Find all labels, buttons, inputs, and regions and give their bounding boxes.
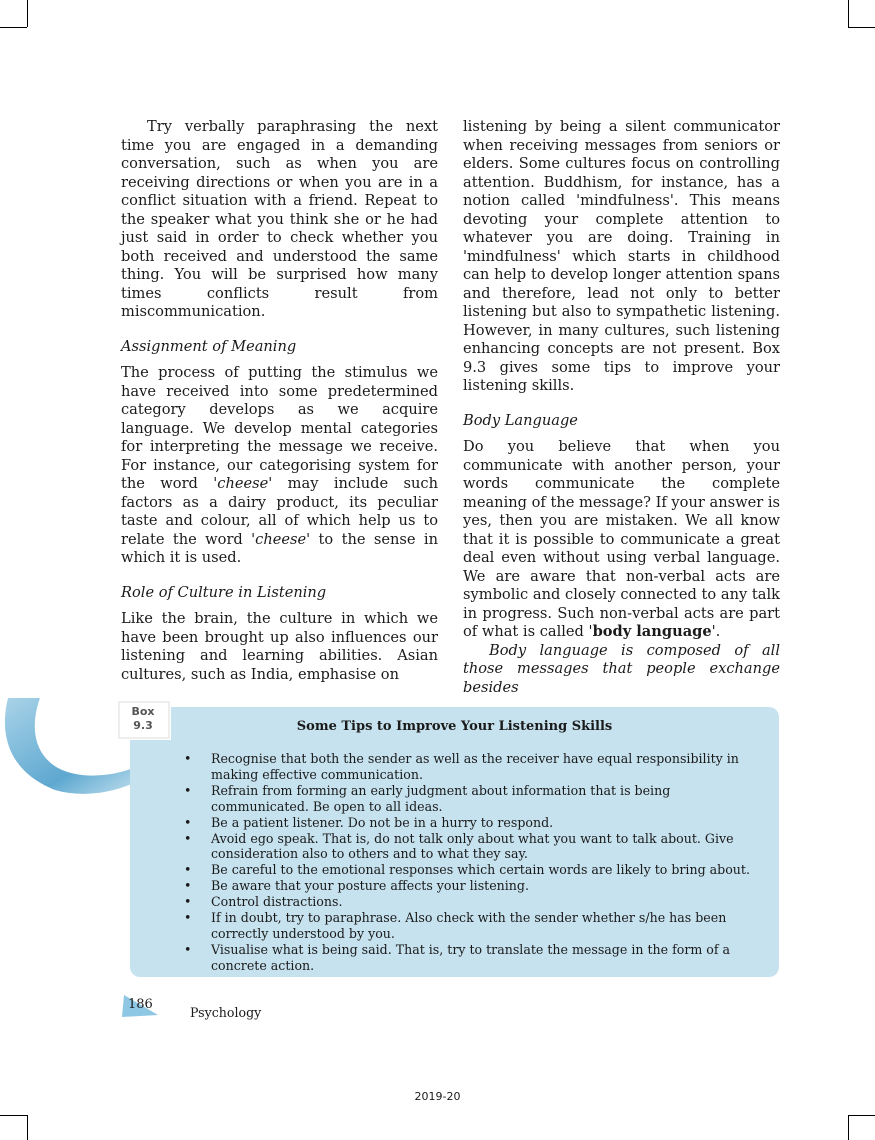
term-cheese-1: 'cheese': [213, 475, 273, 492]
box-label: [115, 700, 171, 740]
bullet: •: [184, 751, 192, 766]
crop-mark-top-left-v: [27, 0, 28, 27]
paragraph-assignment: [121, 364, 438, 568]
heading-assignment-of-meaning: Assignment of Meaning: [121, 337, 297, 355]
paragraph-body-language-definition: [463, 642, 780, 698]
box-label-number: 9.3: [133, 719, 153, 732]
term-cheese-2: 'cheese': [251, 530, 311, 548]
bullet: •: [184, 830, 192, 846]
list-item: [182, 831, 762, 863]
tips-box-title: Some Tips to Improve Your Listening Skills: [296, 719, 613, 734]
tips-box: [130, 707, 779, 977]
paragraph-paraphrasing: Try verbally paraphrasing the next time you are engaged in a demanding conversation, such as when you are receiving directions or when you are in a conflict situation with a friend. Repeat to the speaker what you think she or he had just said in order to check whether you both received and understood the same thing. You will be surprised how many times conflicts result from miscommunication.: [121, 118, 438, 320]
box-label-word: Box: [131, 705, 155, 718]
page-number: 186: [128, 997, 153, 1012]
tip-text: Avoid ego speak. That is, do not talk only about what you want to talk about. Give consideration also to others and to what they say.: [211, 830, 734, 862]
list-item: [182, 910, 762, 942]
list-item: [182, 862, 762, 878]
bullet: •: [184, 894, 192, 910]
list-item: [182, 815, 762, 831]
paragraph-culture: Like the brain, the culture in which we have been brought up also influences our listening and learning abilities. Asian cultures, such as India, emphasise on: [121, 610, 438, 683]
crop-mark-bottom-left-v: [27, 1115, 28, 1140]
edition-year: 2019-20: [414, 1090, 461, 1103]
tip-text: Be a patient listener. Do not be in a hurry to respond.: [211, 814, 554, 830]
paragraph-assignment-part1: The process of putting the stimulus we have received into some predetermined category develops as we acquire language. We develop mental categories for interpreting the message we receive. For instance, our categorising system for the word: [121, 364, 438, 492]
bullet: •: [184, 910, 192, 926]
crop-mark-top-right-h: [848, 27, 875, 28]
term-body-language: body language: [592, 623, 712, 640]
list-item: [182, 894, 762, 910]
paragraph-body-language-definition-text: Body language is composed of all those messages that people exchange besides: [463, 641, 780, 696]
bullet: •: [184, 782, 192, 798]
crop-mark-bottom-right-v: [848, 1115, 849, 1140]
tip-text: Be aware that your posture affects your listening.: [211, 878, 529, 894]
bullet: •: [184, 941, 192, 957]
tips-list: [182, 751, 762, 974]
tip-text: Control distractions.: [211, 894, 343, 910]
crop-mark-top-left-h: [0, 27, 27, 28]
tip-text: If in doubt, try to paraphrase. Also check with the sender whether s/he has been correctly understood by you.: [211, 910, 727, 941]
tip-text: Refrain from forming an early judgment about information that is being communicated. Be open to all ideas.: [211, 782, 671, 814]
crop-mark-bottom-left-h: [0, 1115, 27, 1116]
heading-role-of-culture: Role of Culture in Listening: [121, 583, 327, 601]
right-column: [463, 118, 780, 697]
heading-body-language: Body Language: [463, 411, 578, 429]
tip-text: Be careful to the emotional responses which certain words are likely to bring about.: [211, 862, 750, 878]
paragraph-assignment-part3: to the sense in which it is used.: [121, 530, 438, 566]
list-item: [182, 942, 762, 974]
bullet: •: [184, 862, 192, 878]
list-item: [182, 751, 762, 783]
paragraph-assignment-part2: may include such factors as a dairy product, its peculiar taste and colour, all of which help us to relate the word: [121, 475, 438, 548]
paragraph-listening-continued: listening by being a silent communicator when receiving messages from seniors or elders. Some cultures focus on controlling attention. Buddhism, for instance, has a notion called 'mindfulness'. This means devoting your complete attention to whatever you are doing. Training in 'mindfulness' which starts in childhood can help to develop longer attention spans and therefore, lead not only to better listening but also to sympathetic listening. However, in many cultures, such listening enhancing concepts are not present. Box 9.3 gives some tips to improve your listening skills.: [463, 118, 780, 394]
paragraph-body-language: [463, 438, 780, 642]
tip-text: Recognise that both the sender as well as the receiver have equal responsibility in making effective communication.: [211, 751, 739, 782]
book-subject: Psychology: [190, 1005, 262, 1020]
crop-mark-top-right-v: [848, 0, 849, 27]
paragraph-body-language-part2: '.: [711, 623, 721, 640]
bullet: •: [184, 814, 192, 830]
crop-mark-bottom-right-h: [848, 1115, 875, 1116]
bullet: •: [184, 878, 192, 894]
tip-text: Visualise what is being said. That is, try to translate the message in the form of a concrete action.: [211, 941, 731, 973]
list-item: [182, 783, 762, 815]
paragraph-body-language-part1: Do you believe that when you communicate with another person, your words communicate the complete meaning of the message? If your answer is yes, then you are mistaken. We all know that it is possible to communicate a great deal even without using verbal language. We are aware that non-verbal acts are symbolic and closely connected to any talk in progress. Such non-verbal acts are part of what is called ': [463, 438, 780, 640]
left-column: [121, 118, 438, 684]
list-item: [182, 878, 762, 894]
